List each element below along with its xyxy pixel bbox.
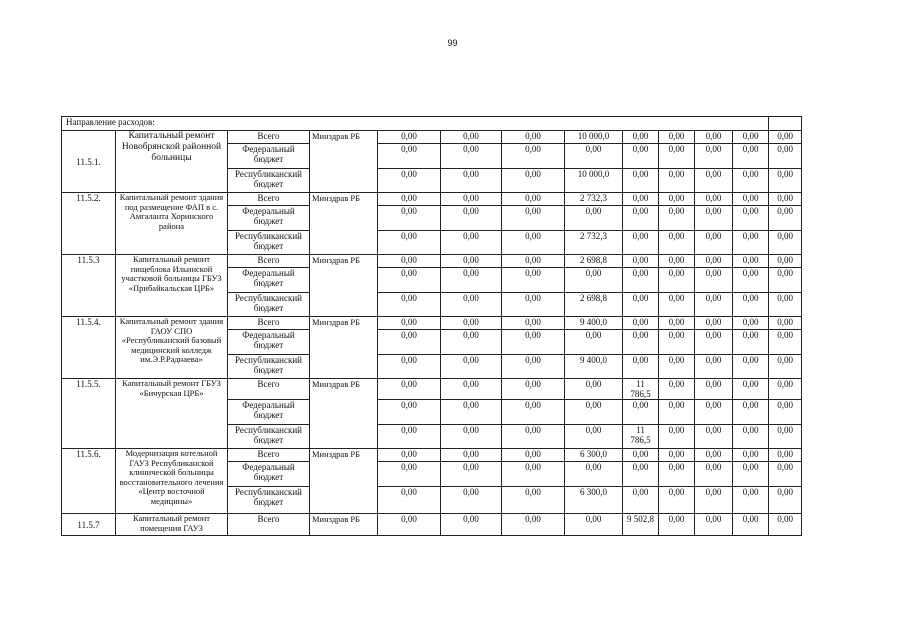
value-cell: 0,00 — [733, 449, 769, 462]
value-cell: 0,00 — [565, 144, 623, 169]
value-cell: 0,00 — [565, 514, 623, 536]
value-cell: 0,00 — [769, 379, 802, 400]
value-cell: 0,00 — [733, 487, 769, 514]
funding-source: Федеральный бюджет — [228, 206, 310, 231]
value-cell: 0,00 — [378, 462, 441, 487]
value-cell: 0,00 — [623, 231, 659, 255]
value-cell: 11 786,5 — [623, 425, 659, 449]
value-cell: 0,00 — [695, 330, 733, 355]
value-cell: 0,00 — [623, 400, 659, 425]
table-row — [62, 131, 802, 144]
value-cell: 0,00 — [441, 206, 502, 231]
value-cell: 2 698,8 — [565, 293, 623, 317]
value-cell: 0,00 — [769, 487, 802, 514]
value-cell: 0,00 — [695, 293, 733, 317]
value-cell: 0,00 — [378, 330, 441, 355]
value-cell: 0,00 — [659, 169, 695, 193]
funding-source: Республиканский бюджет — [228, 425, 310, 449]
value-cell: 0,00 — [441, 400, 502, 425]
value-cell: 0,00 — [733, 255, 769, 268]
funding-source: Всего — [228, 449, 310, 462]
value-cell: 0,00 — [502, 144, 565, 169]
value-cell: 0,00 — [695, 355, 733, 379]
item-code: 11.5.1. — [62, 131, 116, 193]
funding-source: Республиканский бюджет — [228, 169, 310, 193]
value-cell: 0,00 — [378, 131, 441, 144]
value-cell: 0,00 — [769, 144, 802, 169]
section-label: Направление расходов: — [62, 117, 769, 131]
funding-source: Федеральный бюджет — [228, 268, 310, 293]
value-cell: 0,00 — [441, 131, 502, 144]
value-cell: 0,00 — [695, 131, 733, 144]
value-cell: 0,00 — [695, 379, 733, 400]
value-cell: 0,00 — [695, 487, 733, 514]
value-cell: 0,00 — [769, 255, 802, 268]
responsible-agency: Минздрав РБ — [310, 514, 378, 536]
value-cell: 0,00 — [502, 425, 565, 449]
value-cell: 0,00 — [502, 379, 565, 400]
value-cell: 0,00 — [695, 514, 733, 536]
value-cell: 0,00 — [695, 255, 733, 268]
value-cell: 0,00 — [695, 462, 733, 487]
funding-source: Республиканский бюджет — [228, 293, 310, 317]
value-cell: 0,00 — [378, 317, 441, 330]
value-cell: 0,00 — [623, 355, 659, 379]
value-cell: 0,00 — [733, 379, 769, 400]
value-cell: 0,00 — [623, 144, 659, 169]
item-title: Капитальный ремонт ГБУЗ «Бичурская ЦРБ» — [116, 379, 228, 449]
value-cell: 0,00 — [623, 330, 659, 355]
value-cell: 0,00 — [441, 193, 502, 206]
value-cell: 0,00 — [659, 231, 695, 255]
value-cell: 0,00 — [502, 449, 565, 462]
value-cell: 0,00 — [441, 255, 502, 268]
value-cell: 0,00 — [441, 449, 502, 462]
value-cell: 0,00 — [769, 462, 802, 487]
funding-source: Всего — [228, 193, 310, 206]
value-cell: 0,00 — [623, 487, 659, 514]
value-cell: 0,00 — [769, 169, 802, 193]
value-cell: 0,00 — [623, 193, 659, 206]
responsible-agency: Минздрав РБ — [310, 379, 378, 449]
value-cell: 0,00 — [695, 317, 733, 330]
funding-source: Всего — [228, 379, 310, 400]
value-cell: 0,00 — [502, 487, 565, 514]
value-cell: 0,00 — [659, 206, 695, 231]
value-cell: 0,00 — [769, 293, 802, 317]
value-cell: 0,00 — [695, 268, 733, 293]
value-cell: 10 000,0 — [565, 169, 623, 193]
value-cell: 0,00 — [378, 425, 441, 449]
value-cell: 0,00 — [659, 144, 695, 169]
value-cell: 11 786,5 — [623, 379, 659, 400]
value-cell: 0,00 — [502, 206, 565, 231]
value-cell: 0,00 — [441, 514, 502, 536]
item-title: Капитальный ремонт пищеблока Ильинской участковой больницы ГБУЗ «Прибайкальская ЦРБ» — [116, 255, 228, 317]
item-code: 11.5.7 — [62, 514, 116, 536]
value-cell: 0,00 — [441, 487, 502, 514]
item-title: Капитальный ремонт Новобрянской районной больницы — [116, 131, 228, 193]
value-cell: 0,00 — [695, 449, 733, 462]
value-cell: 0,00 — [378, 449, 441, 462]
value-cell: 0,00 — [733, 131, 769, 144]
funding-source: Федеральный бюджет — [228, 330, 310, 355]
value-cell: 0,00 — [441, 231, 502, 255]
value-cell: 0,00 — [378, 255, 441, 268]
value-cell: 0,00 — [769, 131, 802, 144]
value-cell: 0,00 — [659, 462, 695, 487]
value-cell: 0,00 — [769, 330, 802, 355]
value-cell: 0,00 — [623, 206, 659, 231]
value-cell: 6 300,0 — [565, 487, 623, 514]
value-cell: 0,00 — [769, 206, 802, 231]
value-cell: 0,00 — [378, 293, 441, 317]
funding-source: Федеральный бюджет — [228, 400, 310, 425]
value-cell: 0,00 — [623, 131, 659, 144]
value-cell: 0,00 — [502, 231, 565, 255]
value-cell: 0,00 — [378, 268, 441, 293]
value-cell: 0,00 — [733, 169, 769, 193]
table-row — [62, 193, 802, 206]
value-cell: 0,00 — [441, 169, 502, 193]
value-cell: 0,00 — [659, 449, 695, 462]
value-cell: 0,00 — [441, 268, 502, 293]
funding-source: Всего — [228, 255, 310, 268]
value-cell: 0,00 — [441, 293, 502, 317]
item-code: 11.5.5. — [62, 379, 116, 449]
item-title: Капитальный ремонт здания ГАОУ СПО «Республиканский базовый медицинский колледж им.Э.Р.Раднаева» — [116, 317, 228, 379]
value-cell: 0,00 — [733, 514, 769, 536]
table-header-row — [62, 117, 802, 131]
value-cell: 0,00 — [565, 425, 623, 449]
value-cell: 0,00 — [695, 169, 733, 193]
value-cell: 0,00 — [502, 268, 565, 293]
value-cell: 0,00 — [565, 462, 623, 487]
value-cell: 0,00 — [378, 379, 441, 400]
responsible-agency: Минздрав РБ — [310, 317, 378, 379]
value-cell: 0,00 — [378, 400, 441, 425]
value-cell: 0,00 — [769, 355, 802, 379]
value-cell: 0,00 — [441, 144, 502, 169]
value-cell: 0,00 — [733, 268, 769, 293]
table-row — [62, 514, 802, 536]
table-row — [62, 255, 802, 268]
value-cell: 0,00 — [769, 425, 802, 449]
value-cell: 0,00 — [502, 330, 565, 355]
value-cell: 9 502,8 — [623, 514, 659, 536]
value-cell: 0,00 — [659, 379, 695, 400]
value-cell: 0,00 — [378, 231, 441, 255]
value-cell: 0,00 — [769, 268, 802, 293]
value-cell: 0,00 — [733, 293, 769, 317]
value-cell: 0,00 — [733, 400, 769, 425]
value-cell: 0,00 — [659, 330, 695, 355]
value-cell: 0,00 — [659, 425, 695, 449]
value-cell: 6 300,0 — [565, 449, 623, 462]
value-cell: 0,00 — [659, 293, 695, 317]
value-cell: 0,00 — [441, 330, 502, 355]
value-cell: 0,00 — [659, 193, 695, 206]
value-cell: 9 400,0 — [565, 317, 623, 330]
value-cell: 0,00 — [733, 144, 769, 169]
responsible-agency: Минздрав РБ — [310, 255, 378, 317]
value-cell: 10 000,0 — [565, 131, 623, 144]
value-cell: 0,00 — [441, 379, 502, 400]
funding-source: Федеральный бюджет — [228, 144, 310, 169]
value-cell: 0,00 — [441, 425, 502, 449]
value-cell: 0,00 — [733, 193, 769, 206]
value-cell: 0,00 — [378, 144, 441, 169]
funding-source: Республиканский бюджет — [228, 231, 310, 255]
value-cell: 9 400,0 — [565, 355, 623, 379]
value-cell: 0,00 — [769, 400, 802, 425]
value-cell: 0,00 — [565, 400, 623, 425]
funding-source: Федеральный бюджет — [228, 462, 310, 487]
value-cell: 0,00 — [659, 317, 695, 330]
value-cell: 2 732,3 — [565, 193, 623, 206]
funding-source: Всего — [228, 514, 310, 536]
value-cell: 0,00 — [659, 400, 695, 425]
value-cell: 0,00 — [769, 449, 802, 462]
value-cell: 0,00 — [659, 131, 695, 144]
value-cell: 0,00 — [769, 231, 802, 255]
item-code: 11.5.3 — [62, 255, 116, 317]
responsible-agency: Минздрав РБ — [310, 193, 378, 255]
page-number: 99 — [447, 38, 458, 48]
value-cell: 0,00 — [695, 231, 733, 255]
table-row — [62, 449, 802, 462]
value-cell: 0,00 — [623, 293, 659, 317]
value-cell: 0,00 — [565, 330, 623, 355]
value-cell: 0,00 — [623, 462, 659, 487]
value-cell: 0,00 — [502, 462, 565, 487]
value-cell: 0,00 — [695, 206, 733, 231]
value-cell: 0,00 — [659, 487, 695, 514]
item-code: 11.5.4. — [62, 317, 116, 379]
value-cell: 0,00 — [441, 317, 502, 330]
funding-source: Всего — [228, 317, 310, 330]
value-cell: 0,00 — [733, 231, 769, 255]
value-cell: 0,00 — [378, 355, 441, 379]
value-cell: 0,00 — [378, 487, 441, 514]
value-cell: 2 698,8 — [565, 255, 623, 268]
value-cell: 0,00 — [378, 169, 441, 193]
value-cell: 0,00 — [769, 317, 802, 330]
item-title: Капитальный ремонт помещения ГАУЗ — [116, 514, 228, 536]
value-cell: 0,00 — [733, 425, 769, 449]
value-cell: 0,00 — [659, 255, 695, 268]
value-cell: 0,00 — [502, 169, 565, 193]
value-cell: 0,00 — [623, 255, 659, 268]
responsible-agency: Минздрав РБ — [310, 131, 378, 193]
value-cell: 0,00 — [565, 379, 623, 400]
item-title: Модернизация котельной ГАУЗ Республиканской клинической больницы восстановительного лечения «Центр восточной медицины» — [116, 449, 228, 514]
value-cell: 0,00 — [565, 206, 623, 231]
table-row — [62, 317, 802, 330]
value-cell: 0,00 — [659, 514, 695, 536]
value-cell: 0,00 — [695, 425, 733, 449]
value-cell: 0,00 — [502, 355, 565, 379]
value-cell: 0,00 — [502, 317, 565, 330]
value-cell: 0,00 — [623, 268, 659, 293]
value-cell: 0,00 — [623, 169, 659, 193]
item-code: 11.5.2. — [62, 193, 116, 255]
value-cell: 0,00 — [378, 514, 441, 536]
item-title: Капитальный ремонт здания под размещение ФАП в с. Амгаланта Хоринского района — [116, 193, 228, 255]
budget-table — [61, 116, 802, 536]
value-cell: 0,00 — [378, 193, 441, 206]
item-code: 11.5.6. — [62, 449, 116, 514]
value-cell: 0,00 — [441, 355, 502, 379]
value-cell: 0,00 — [659, 355, 695, 379]
value-cell: 0,00 — [695, 144, 733, 169]
value-cell: 0,00 — [623, 317, 659, 330]
value-cell: 0,00 — [733, 317, 769, 330]
funding-source: Республиканский бюджет — [228, 355, 310, 379]
value-cell: 0,00 — [502, 400, 565, 425]
value-cell: 0,00 — [441, 462, 502, 487]
value-cell: 0,00 — [623, 449, 659, 462]
value-cell: 0,00 — [502, 293, 565, 317]
value-cell: 0,00 — [502, 193, 565, 206]
value-cell: 2 732,3 — [565, 231, 623, 255]
value-cell: 0,00 — [733, 206, 769, 231]
value-cell: 0,00 — [733, 355, 769, 379]
value-cell: 0,00 — [659, 268, 695, 293]
value-cell: 0,00 — [565, 268, 623, 293]
value-cell: 0,00 — [502, 131, 565, 144]
value-cell: 0,00 — [769, 514, 802, 536]
value-cell: 0,00 — [695, 400, 733, 425]
funding-source: Республиканский бюджет — [228, 487, 310, 514]
section-label-tail — [769, 117, 802, 131]
value-cell: 0,00 — [769, 193, 802, 206]
responsible-agency: Минздрав РБ — [310, 449, 378, 514]
value-cell: 0,00 — [733, 462, 769, 487]
value-cell: 0,00 — [378, 206, 441, 231]
table-row — [62, 379, 802, 400]
funding-source: Всего — [228, 131, 310, 144]
value-cell: 0,00 — [502, 255, 565, 268]
value-cell: 0,00 — [695, 193, 733, 206]
value-cell: 0,00 — [502, 514, 565, 536]
value-cell: 0,00 — [733, 330, 769, 355]
